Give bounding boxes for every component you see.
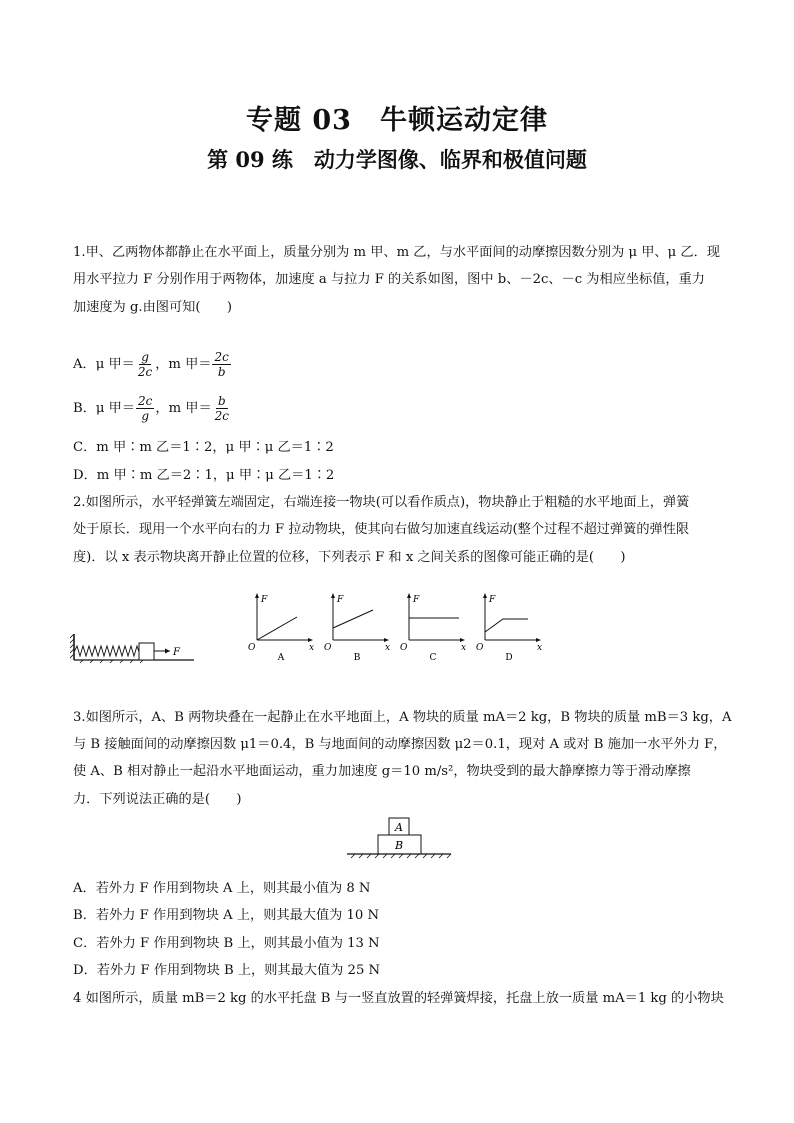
page-subtitle: 第 09 练 动力学图像、临界和极值问题 xyxy=(207,147,587,172)
q1-text-line-1: 1.甲、乙两物体都静止在水平面上，质量分别为 m 甲、m 乙，与水平面间的动摩擦因数分别为 μ 甲、μ 乙．现 xyxy=(73,245,720,260)
q3-option-a: A．若外力 F 作用到物块 A 上，则其最小值为 8 N xyxy=(73,881,371,896)
fraction: $\frac{g}{2c}$ xyxy=(137,350,153,379)
y-axis-label: F xyxy=(261,595,268,605)
q3-text-line-4: 力．下列说法正确的是( ) xyxy=(73,792,242,807)
q1-option-d: D．m 甲∶m 乙＝2∶1，μ 甲∶μ 乙＝1∶2 xyxy=(73,468,335,483)
q2-text-line-1: 2.如图所示，水平轻弹簧左端固定，右端连接一物块(可以看作质点)，物块静止于粗糙的水平地面上，弹簧 xyxy=(73,495,690,510)
q1-text-line-3: 加速度为 g.由图可知( ) xyxy=(73,300,232,315)
force-label: F xyxy=(173,647,180,658)
origin-label: O xyxy=(248,643,256,653)
q1-text-line-2: 用水平拉力 F 分别作用于两物体，加速度 a 与拉力 F 的关系如图，图中 b、－2c、－c 为相应坐标值，重力 xyxy=(73,272,705,287)
q3-text-line-2: 与 B 接触面间的动摩擦因数 μ1＝0.4，B 与地面间的动摩擦因数 μ2＝0.1，现对 A 或对 B 施加一水平外力 F， xyxy=(73,737,727,752)
graph-curve xyxy=(333,610,373,628)
q3-option-c: C．若外力 F 作用到物块 B 上，则其最小值为 13 N xyxy=(73,936,380,951)
q2-text-line-3: 度)．以 x 表示物块离开静止位置的位移，下列表示 F 和 x 之间关系的图像可能正确的是( ) xyxy=(73,550,626,565)
graph-a xyxy=(248,593,314,663)
stacked-blocks-figure xyxy=(345,814,455,862)
q1-option-a: A．μ 甲＝ $\frac{g}{2c}$ ，m 甲＝ $\frac{2c}{b}$ xyxy=(73,350,229,379)
graph-label: C xyxy=(429,653,437,663)
graph-label: D xyxy=(505,653,513,663)
block-b-label: B xyxy=(394,839,404,852)
x-axis-label: x xyxy=(537,643,543,653)
graph-d xyxy=(476,593,542,663)
graph-curve xyxy=(485,619,528,632)
y-axis-label: F xyxy=(413,595,420,605)
q3-option-d: D．若外力 F 作用到物块 B 上，则其最大值为 25 N xyxy=(73,963,381,978)
fraction: $\frac{2c}{b}$ xyxy=(214,350,229,379)
block xyxy=(139,643,154,660)
graph-b xyxy=(324,593,390,663)
block-a-label: A xyxy=(395,821,403,834)
graph-label: B xyxy=(353,653,361,663)
q1-option-b: B．μ 甲＝ $\frac{2c}{g}$ ，m 甲＝ $\frac{b}{2c}$ xyxy=(73,394,230,423)
x-axis-label: x xyxy=(461,643,467,653)
origin-label: O xyxy=(476,643,484,653)
page-title: 专题 03 牛顿运动定律 xyxy=(246,105,548,136)
spring xyxy=(74,646,139,656)
q3-option-b: B．若外力 F 作用到物块 A 上，则其最大值为 10 N xyxy=(73,908,380,923)
q3-text-line-1: 3.如图所示，A、B 两物块叠在一起静止在水平地面上，A 物块的质量 mA＝2 kg，B 物块的质量 mB＝3 kg，A xyxy=(73,710,732,725)
x-axis-label: x xyxy=(385,643,391,653)
y-axis-label: F xyxy=(489,595,496,605)
fraction: $\frac{b}{2c}$ xyxy=(214,394,230,423)
origin-label: O xyxy=(324,643,332,653)
y-axis-label: F xyxy=(337,595,344,605)
graph-curve xyxy=(257,617,297,640)
q2-graphs xyxy=(245,590,545,665)
graph-label: A xyxy=(277,653,285,663)
q2-text-line-2: 处于原长．现用一个水平向右的力 F 拉动物块，使其向右做匀加速直线运动(整个过程不超过弹簧的弹性限 xyxy=(73,522,690,537)
q3-text-line-3: 使 A、B 相对静止一起沿水平地面运动，重力加速度 g＝10 m/s²，物块受到的最大静摩擦力等于滑动摩擦 xyxy=(73,764,691,779)
x-axis-label: x xyxy=(309,643,315,653)
q1-option-c: C．m 甲∶m 乙＝1∶2，μ 甲∶μ 乙＝1∶2 xyxy=(73,440,334,455)
q4-text-line-1: 4 如图所示，质量 mB＝2 kg 的水平托盘 B 与一竖直放置的轻弹簧焊接，托盘上放一质量 mA＝1 kg 的小物块 xyxy=(73,991,724,1006)
fraction: $\frac{2c}{g}$ xyxy=(138,394,153,423)
spring-block-figure xyxy=(70,632,200,664)
origin-label: O xyxy=(400,643,408,653)
graph-c xyxy=(400,593,466,663)
